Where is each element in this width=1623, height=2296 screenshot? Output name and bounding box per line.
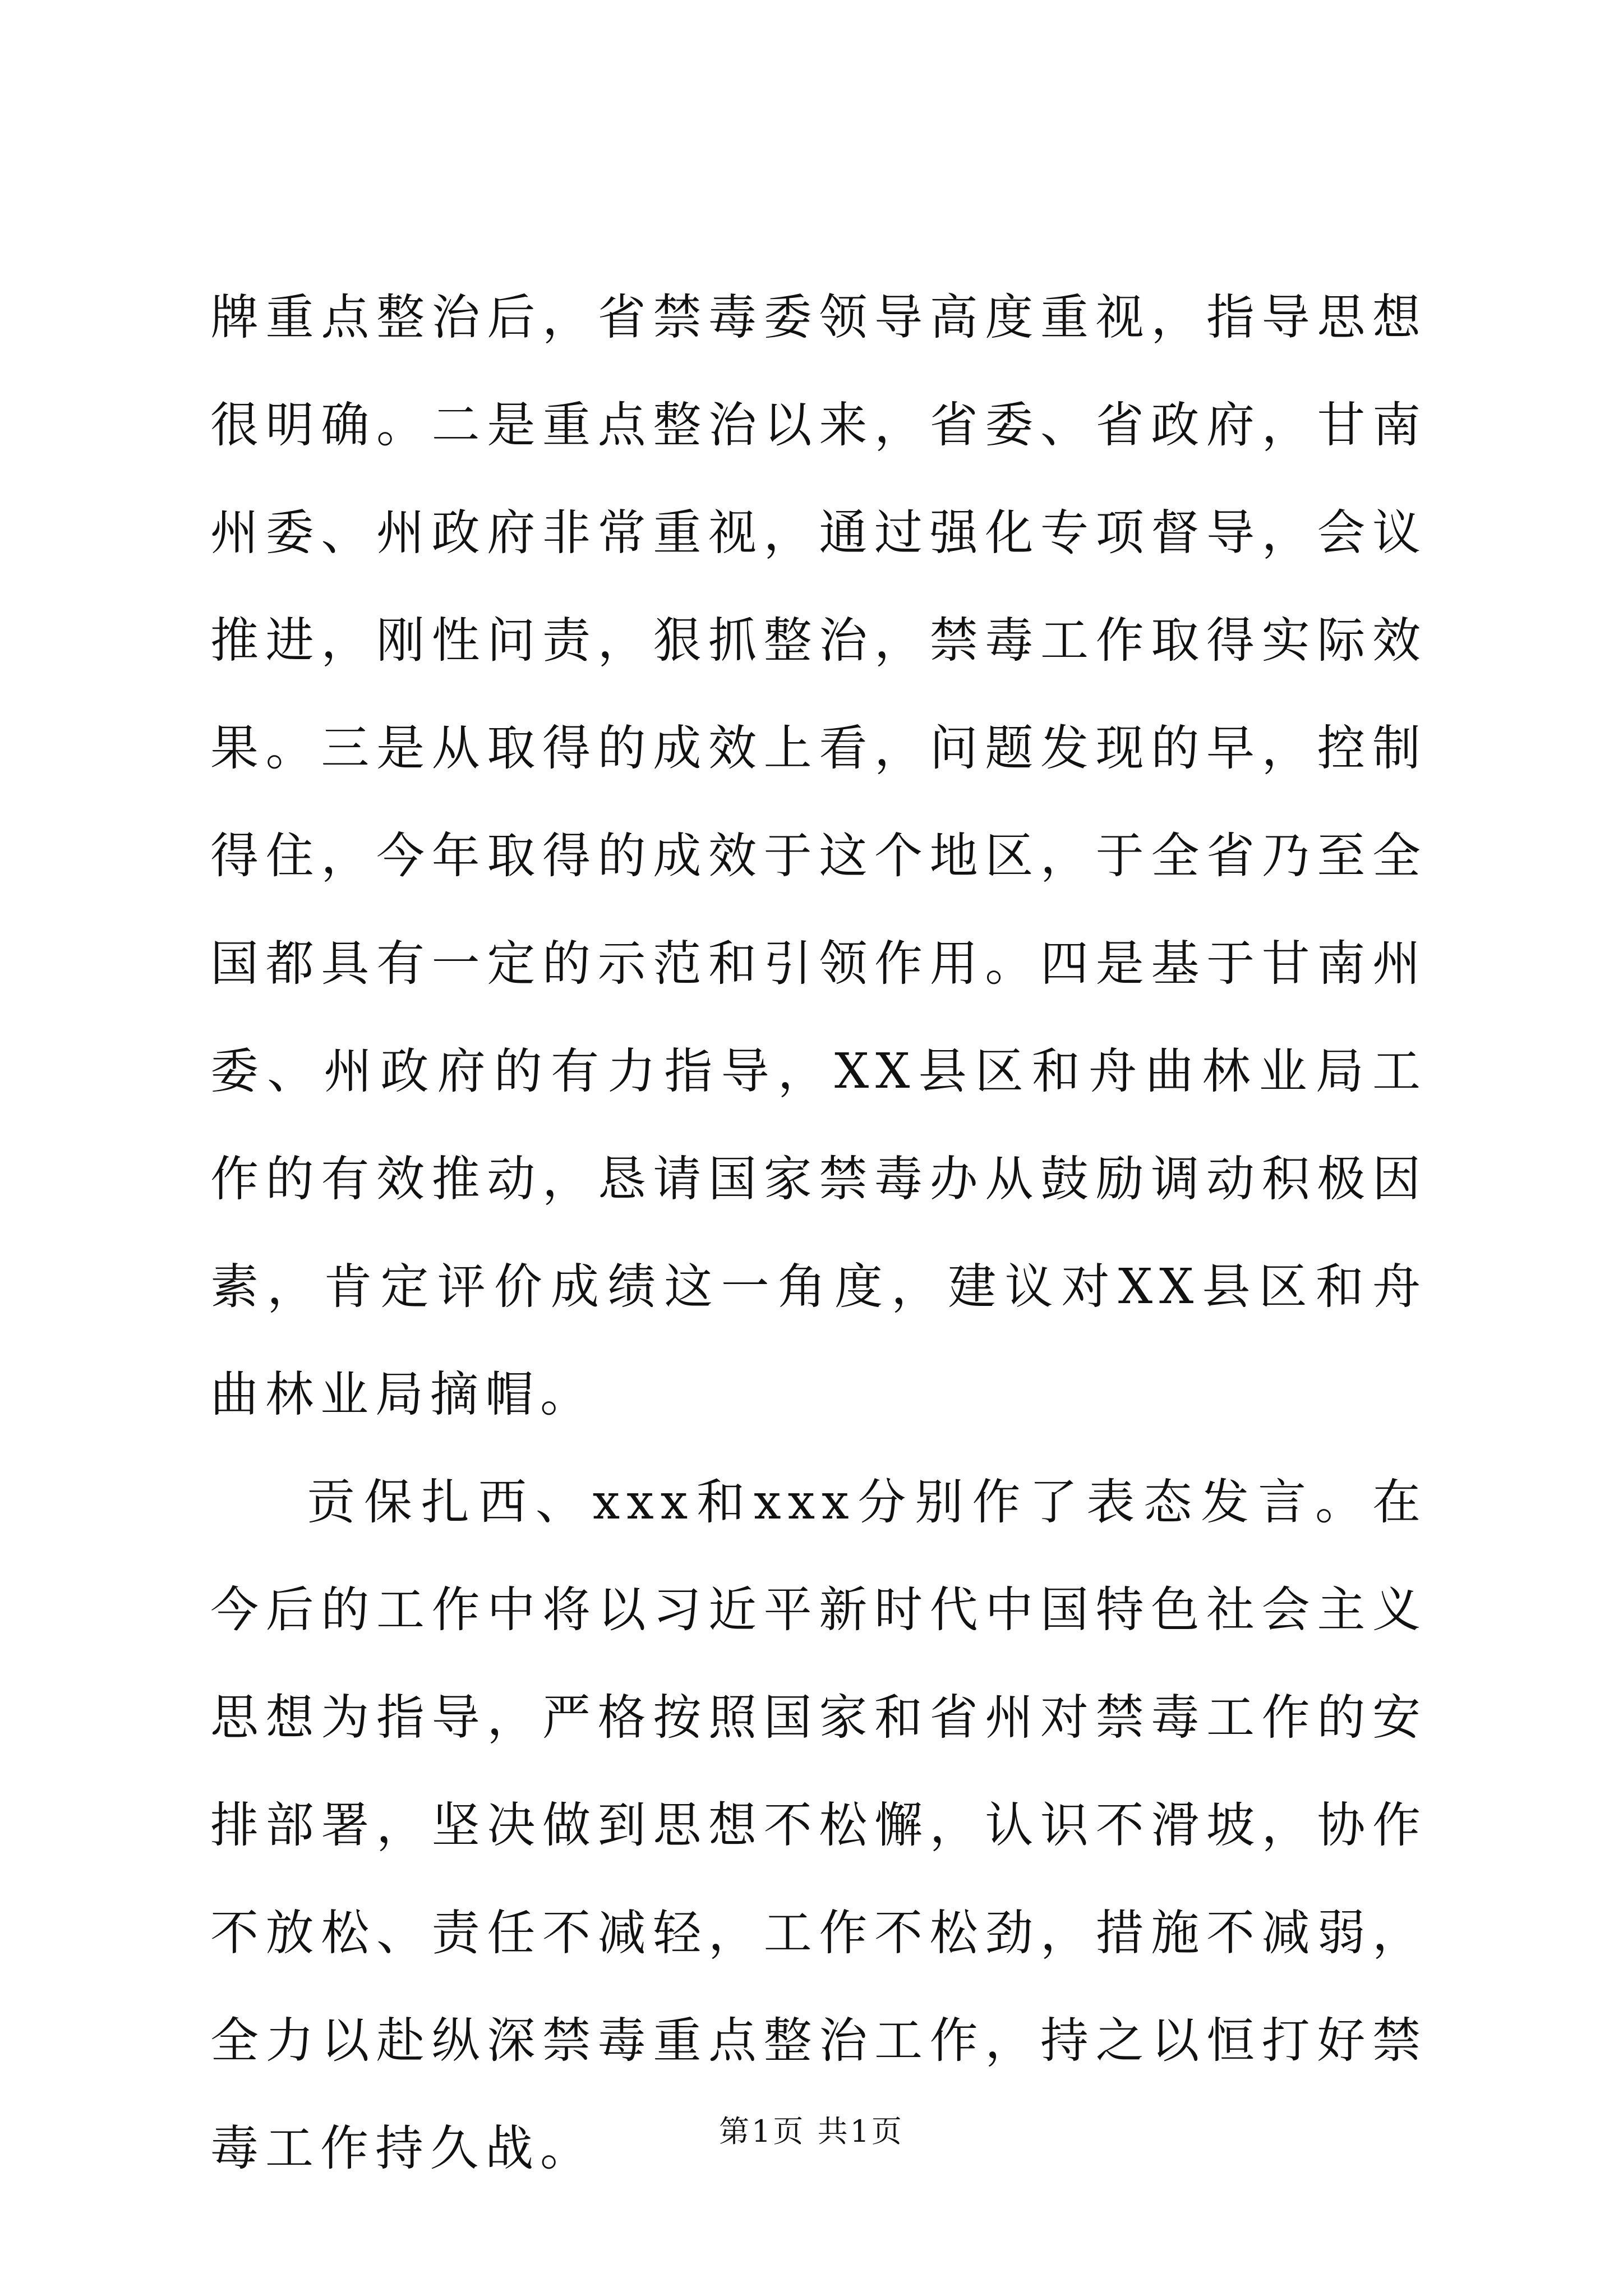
page-number-footer: 第1页 共1页: [719, 2114, 904, 2149]
paragraph-continued: 牌重点整治后，省禁毒委领导高度重视，指导思想很明确。二是重点整治以来，省委、省政府，甘南州委、州政府非常重视，通过强化专项督导，会议推进，刚性问责，狠抓整治，禁毒工作取得实际效果。三是从取得的成效上看，问题发现的早，控制得住，今年取得的成效于这个地区，于全省乃至全国都具有一定的示范和引领作用。四是基于甘南州委、州政府的有力指导，XX县区和舟曲林业局工作的有效推动，恳请国家禁毒办从鼓励调动积极因素，肯定评价成绩这一角度，建议对XX县区和舟曲林业局摘帽。: [210, 289, 1427, 1423]
document-body: [210, 264, 1427, 2202]
paragraph-statement: 贡保扎西、xxx和xxx分别作了表态发言。在今后的工作中将以习近平新时代中国特色社会主义思想为指导，严格按照国家和省州对禁毒工作的安排部署，坚决做到思想不松懈，认识不滑坡，协作不放松、责任不减轻，工作不松劲，措施不减弱，全力以赴纵深禁毒重点整治工作，持之以恒打好禁毒工作持久战。: [210, 1474, 1427, 2177]
